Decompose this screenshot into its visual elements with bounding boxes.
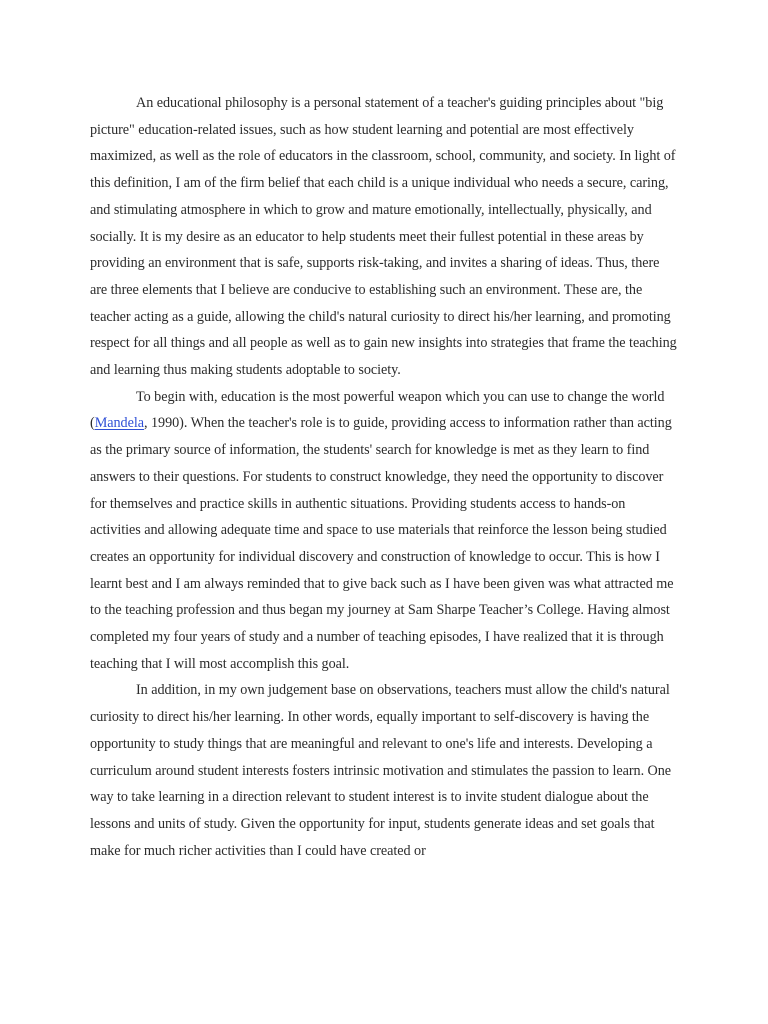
paragraph-3: In addition, in my own judgement base on observations, teachers must allow the child's natural curiosity to direct his/her learning. In other words, equally important to self-discovery is having the opportunity to study things that are meaningful and relevant to one's life and interests. Developing a curriculum around student interests fosters intrinsic motivation and stimulates the passion to learn. One way to take learning in a direction relevant to student interest is to invite student dialogue about the lessons and units of study. Given the opportunity for input, students generate ideas and set goals that make for much richer activities than I could have created or [90,682,672,859]
paragraph-1: An educational philosophy is a personal statement of a teacher's guiding principles about "big picture" education-related issues, such as how student learning and potential are most effectively maximized, as well as the role of educators in the classroom, school, community, and society. In light of this definition, I am of the firm belief that each child is a unique individual who needs a secure, caring, and stimulating atmosphere in which to grow and mature emotionally, intellectually, physically, and socially. It is my desire as an educator to help students meet their fullest potential in these areas by providing an environment that is safe, supports risk-taking, and invites a sharing of ideas. Thus, there are three elements that I believe are conducive to establishing such an environment. These are, the teacher acting as a guide, allowing the child's natural curiosity to direct his/her learning, and promoting respect for all things and all people as well as to gain new insights into strategies that frame the teaching and learning thus making students adoptable to society. [90,95,677,379]
mandela-citation-link[interactable]: Mandela [94,415,144,432]
document-body [90,90,678,864]
paragraph-2-after-link: , 1990). When the teacher's role is to guide, providing access to information rather than acting as the primary source of information, the students' search for knowledge is met as they learn to find answers to their questions. For students to construct knowledge, they need the opportunity to discover for themselves and practice skills in authentic situations. Providing students access to hands-on activities and allowing adequate time and space to use materials that reinforce the lesson being studied creates an opportunity for individual discovery and construction of knowledge to occur. This is how I learnt best and I am always reminded that to give back such as I have been given was what attracted me to the teaching profession and thus began my journey at Sam Sharpe Teacher’s College. Having almost completed my four years of study and a number of teaching episodes, I have realized that it is through teaching that I will most accomplish this goal. [90,415,674,672]
paragraph-2 [90,384,678,678]
paragraph-2-before-link: To begin with, education is the most powerful weapon which you can use to change the world ( [90,388,665,432]
